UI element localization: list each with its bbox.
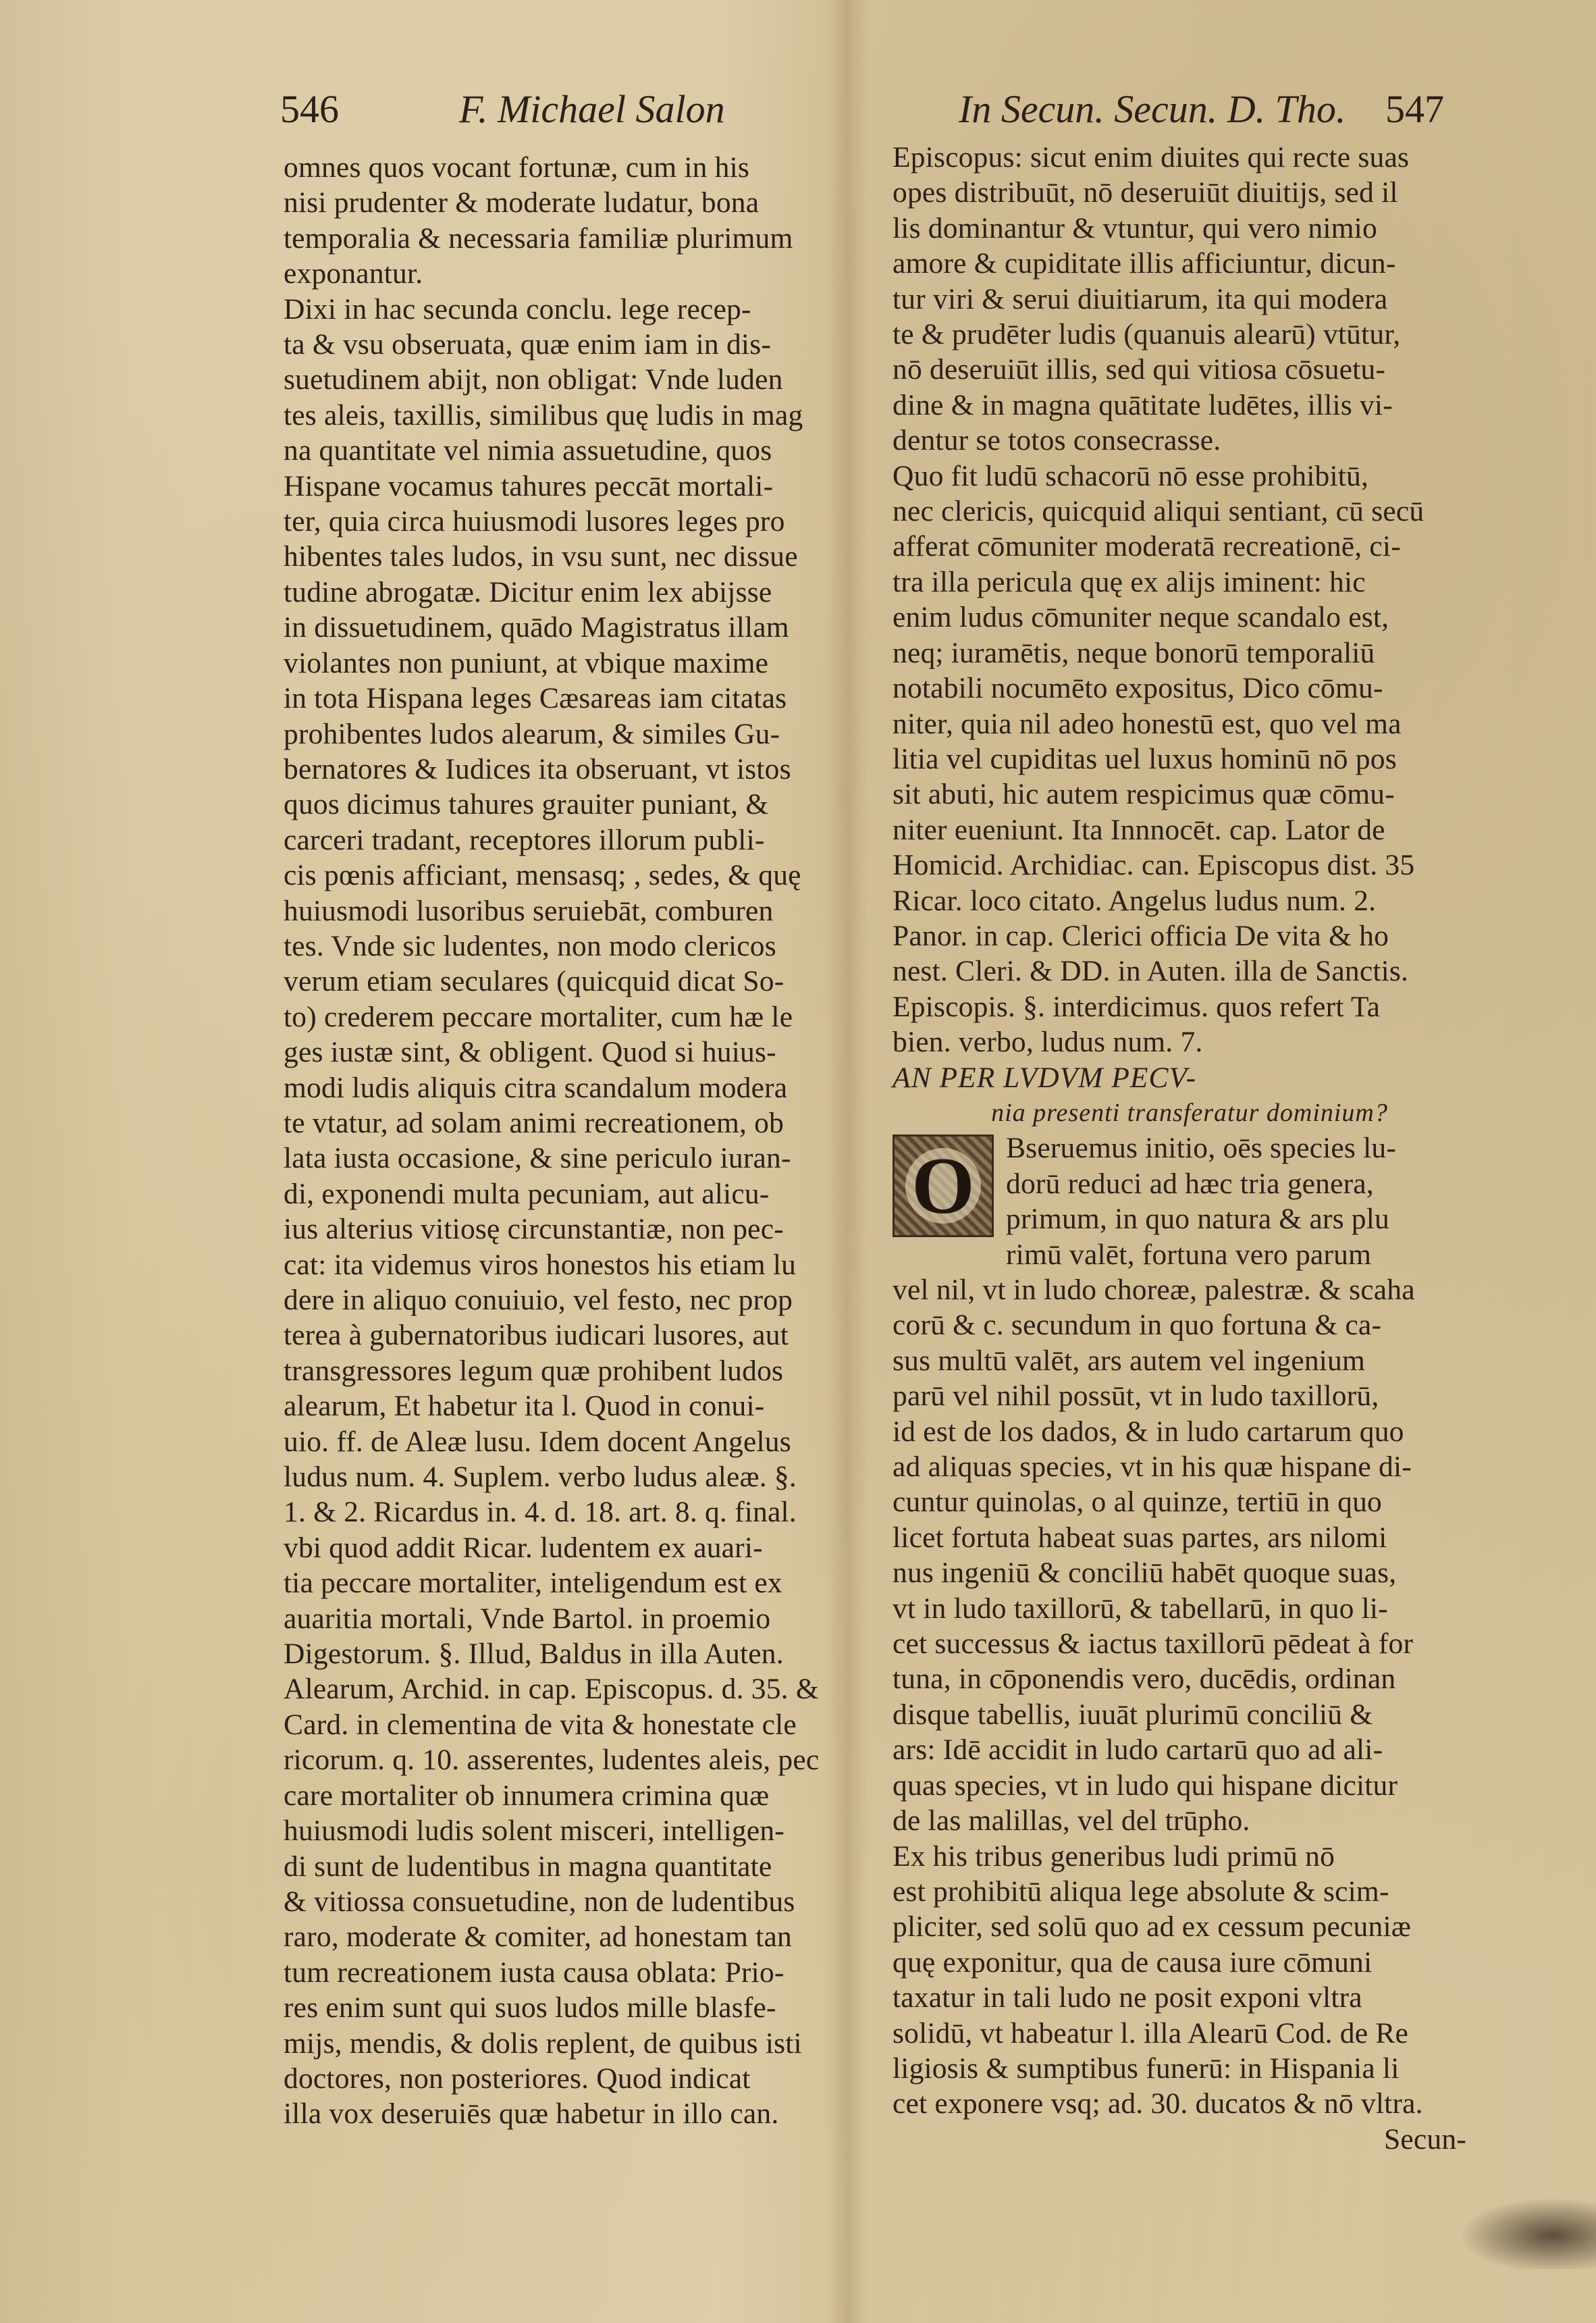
text-line: nus ingeniū & conciliū habēt quoque suas, — [893, 1557, 1397, 1590]
text-line: Digestorum. §. Illud, Baldus in illa Auten. — [284, 1638, 784, 1671]
text-line: ludus num. 4. Suplem. verbo ludus aleæ. §. — [284, 1461, 797, 1494]
text-line: opes distribuūt, nō deseruiūt diuitijs, sed il — [893, 176, 1398, 209]
text-line: solidū, vt habeatur l. illa Alearū Cod. de Re — [893, 2016, 1409, 2050]
text-line: tudine abrogatæ. Dicitur enim lex abijsse — [284, 575, 772, 608]
text-line: mijs, mendis, & dolis replent, de quibus isti — [284, 2027, 802, 2060]
text-line: prohibentes ludos alearum, & similes Gu- — [284, 717, 780, 750]
text-line: auaritia mortali, Vnde Bartol. in proemio — [284, 1602, 771, 1635]
text-line: Hispane vocamus tahures peccāt mortali- — [284, 469, 774, 502]
text-line: cat: ita videmus viros honestos his etiam lu — [284, 1248, 797, 1281]
text-line: care mortaliter ob innumera crimina quæ — [284, 1779, 770, 1812]
text-line: tra illa pericula quę ex alijs iminent: hic — [893, 565, 1366, 598]
text-line: omnes quos vocant fortunæ, cum in his — [284, 151, 750, 184]
text-line: to) crederem peccare mortaliter, cum hæ le — [284, 1000, 793, 1033]
text-line: vbi quod addit Ricar. ludentem ex auari- — [284, 1531, 763, 1564]
text-line: ad aliquas species, vt in his quæ hispane di- — [893, 1451, 1412, 1484]
text-line: in dissuetudinem, quādo Magistratus illam — [284, 611, 789, 644]
text-line: Bseruemus initio, oēs species lu- — [1006, 1132, 1397, 1165]
text-line: pliciter, sed solū quo ad ex cessum pecuniæ — [893, 1910, 1411, 1943]
text-line: Episcopis. §. interdicimus. quos refert Ta — [893, 990, 1381, 1023]
text-line: corū & c. secundum in quo fortuna & ca- — [893, 1309, 1382, 1342]
text-line: di sunt de ludentibus in magna quantitate — [284, 1850, 772, 1883]
text-line: ricorum. q. 10. asserentes, ludentes aleis, pec — [284, 1744, 820, 1777]
text-line: ius alterius vitiosę circunstantiæ, non pec- — [284, 1213, 784, 1246]
text-line: tum recreationem iusta causa oblata: Prio- — [284, 1956, 784, 1989]
text-line: niter eueniunt. Ita Innnocēt. cap. Lator de — [893, 813, 1385, 846]
left-text-column — [284, 150, 837, 2132]
text-line: bien. verbo, ludus num. 7. — [893, 1026, 1203, 1059]
right-text-column — [893, 140, 1487, 2157]
text-line: huiusmodi lusoribus seruiebāt, comburen — [284, 894, 774, 927]
text-line: violantes non puniunt, at vbique maxime — [284, 646, 769, 679]
text-line: cet exponere vsq; ad. 30. ducatos & nō vltra. — [893, 2087, 1423, 2120]
text-line: vt in ludo taxillorū, & tabellarū, in quo li- — [893, 1592, 1388, 1625]
text-line: tes aleis, taxillis, similibus quę ludis in mag — [284, 398, 803, 432]
text-line: ligiosis & sumptibus funerū: in Hispania li — [893, 2052, 1400, 2085]
text-line: huiusmodi ludis solent misceri, intelligen- — [284, 1815, 784, 1848]
text-line: ta & vsu obseruata, quæ enim iam in dis- — [284, 328, 772, 361]
text-line: est prohibitū aliqua lege absolute & scim- — [893, 1875, 1389, 1908]
text-line: bernatores & Iudices ita obseruant, vt istos — [284, 752, 791, 785]
text-line: nisi prudenter & moderate ludatur, bona — [284, 186, 760, 219]
text-line: tia peccare mortaliter, inteligendum est ex — [284, 1567, 782, 1600]
text-line: nest. Cleri. & DD. in Auten. illa de Sanctis. — [893, 955, 1409, 988]
text-line: sus multū valēt, ars autem vel ingenium — [893, 1344, 1366, 1377]
text-line: modi ludis aliquis citra scandalum modera — [284, 1071, 788, 1104]
text-line: ars: Idē accidit in ludo cartarū quo ad ali- — [893, 1733, 1383, 1767]
text-line: Alearum, Archid. in cap. Episcopus. d. 35. & — [284, 1673, 819, 1706]
drop-cap-paragraph — [893, 1130, 1487, 1272]
text-line: Quo fit ludū schacorū nō esse prohibitū, — [893, 459, 1369, 492]
text-line: quas species, vt in ludo qui hispane dicitur — [893, 1769, 1398, 1802]
text-line: enim ludus cōmuniter neque scandalo est, — [893, 601, 1389, 634]
text-line: dere in aliquo conuiuio, vel festo, nec prop — [284, 1284, 793, 1316]
text-line: na quantitate vel nimia assuetudine, quos — [284, 434, 772, 467]
text-line: taxatur in tali ludo ne posit exponi vltra — [893, 1981, 1362, 2014]
text-line: licet fortuta habeat suas partes, ars nilomi — [893, 1521, 1387, 1554]
text-line: res enim sunt qui suos ludos mille blasfe- — [284, 1991, 776, 2025]
text-line: temporalia & necessaria familiæ plurimum — [284, 221, 793, 255]
text-line: cuntur quinolas, o al quinze, tertiū in quo — [893, 1486, 1382, 1519]
text-line: Ex his tribus generibus ludi primū nō — [893, 1839, 1335, 1873]
text-line: illa vox deseruiēs quæ habetur in illo can. — [284, 2097, 779, 2131]
text-line: dentur se totos consecrasse. — [893, 424, 1221, 457]
text-line: dine & in magna quātitate ludētes, illis vi- — [893, 388, 1393, 421]
text-line: te vtatur, ad solam animi recreationem, ob — [284, 1106, 784, 1139]
drop-cap-letter: O — [905, 1148, 981, 1224]
text-line: Dixi in hac secunda conclu. lege recep- — [284, 292, 751, 325]
text-line: exponantur. — [284, 257, 423, 290]
text-line: alearum, Et habetur ita l. Quod in conui- — [284, 1390, 765, 1423]
text-line: raro, moderate & comiter, ad honestam tan — [284, 1921, 792, 1954]
right-page-number: 547 — [1385, 87, 1444, 131]
text-line: carceri tradant, receptores illorum publi- — [284, 823, 765, 856]
text-line: Card. in clementina de vita & honestate cle — [284, 1708, 797, 1741]
section-heading-line-2: nia presenti transferatur dominium? — [991, 1098, 1388, 1127]
text-line: te & prudēter ludis (quanuis alearū) vtūtur, — [893, 318, 1401, 351]
text-line: terea à gubernatoribus iudicari lusores, aut — [284, 1319, 789, 1352]
text-line: niter, quia nil adeo honestū est, quo vel ma — [893, 707, 1402, 740]
text-line: uio. ff. de Aleæ lusu. Idem docent Angelus — [284, 1425, 791, 1458]
text-line: amore & cupiditate illis afficiuntur, dicun- — [893, 247, 1396, 280]
text-line: Panor. in cap. Clerici officia De vita & ho — [893, 919, 1389, 952]
text-line: id est de los dados, & in ludo cartarum quo — [893, 1415, 1404, 1448]
text-line: quos dicimus tahures grauiter puniant, & — [284, 788, 769, 821]
text-line: Episcopus: sicut enim diuites qui recte suas — [893, 141, 1410, 174]
text-line: lata iusta occasione, & sine periculo iuran- — [284, 1142, 791, 1175]
text-line: & vitiossa consuetudine, non de ludentibus — [284, 1885, 795, 1918]
text-line: cis pœnis afficiant, mensasq; , sedes, & quę — [284, 859, 801, 892]
text-line: ter, quia circa huiusmodi lusores leges pro — [284, 505, 785, 538]
text-line: nec clericis, quicquid aliqui sentiant, cū secū — [893, 495, 1425, 528]
text-line: in tota Hispana leges Cæsareas iam citatas — [284, 682, 787, 715]
right-column-bottom-paragraphs — [893, 1272, 1487, 2122]
ornamental-initial — [893, 1134, 994, 1237]
text-line: vel nil, vt in ludo choreæ, palestræ. & scaha — [893, 1274, 1415, 1306]
text-line: hibentes tales ludos, in vsu sunt, nec dissue — [284, 540, 798, 573]
page-corner-smudge — [1452, 2195, 1596, 2269]
text-line: disque tabellis, iuuāt plurimū conciliū & — [893, 1698, 1373, 1731]
text-line: tuna, in cōponendis vero, ducēdis, ordinan — [893, 1663, 1396, 1696]
text-line: primum, in quo natura & ars plu — [1006, 1203, 1389, 1236]
text-line: litia vel cupiditas uel luxus hominū nō pos — [893, 742, 1397, 775]
text-line: dorū reduci ad hæc tria genera, — [1006, 1167, 1374, 1200]
text-line: doctores, non posteriores. Quod indicat — [284, 2062, 751, 2095]
text-line: Homicid. Archidiac. can. Episcopus dist. 35 — [893, 849, 1415, 882]
catchword: Secun- — [1384, 2122, 1466, 2156]
text-line: notabili nocumēto expositus, Dico cōmu- — [893, 672, 1383, 705]
section-heading-line-1: AN PER LVDVM PECV- — [893, 1061, 1197, 1094]
text-line: tur viri & serui diuitiarum, ita qui modera — [893, 282, 1388, 315]
text-line: lis dominantur & vtuntur, qui vero nimio — [893, 211, 1377, 244]
right-column-top-paragraphs — [893, 140, 1487, 1060]
text-line: 1. & 2. Ricardus in. 4. d. 18. art. 8. q. final. — [284, 1496, 797, 1529]
left-running-title: F. Michael Salon — [459, 87, 725, 131]
text-line: parū vel nihil possūt, vt in ludo taxillorū, — [893, 1380, 1379, 1413]
text-line: quę exponitur, qua de causa iure cōmuni — [893, 1946, 1373, 1979]
text-line: Ricar. loco citato. Angelus ludus num. 2. — [893, 884, 1377, 917]
text-line: verum etiam seculares (quicquid dicat So- — [284, 965, 784, 998]
text-line: tes. Vnde sic ludentes, non modo clericos — [284, 929, 776, 962]
text-line: ges iustæ sint, & obligent. Quod si huius- — [284, 1036, 776, 1069]
text-line: rimū valēt, fortuna vero parum — [1006, 1238, 1372, 1271]
text-line: nō deseruiūt illis, sed qui vitiosa cōsuetu- — [893, 353, 1386, 386]
text-line: de las malillas, vel del trūpho. — [893, 1804, 1250, 1837]
text-line: di, exponendi multa pecuniam, aut alicu- — [284, 1177, 770, 1210]
right-running-title: In Secun. Secun. D. Tho. — [959, 87, 1346, 131]
text-line: afferat cōmuniter moderatā recreationē, ci- — [893, 530, 1401, 563]
text-line: sit abuti, hic autem respicimus quæ cōmu- — [893, 778, 1395, 811]
left-page-number: 546 — [280, 87, 339, 131]
text-line: suetudinem abijt, non obligat: Vnde luden — [284, 363, 783, 396]
text-line: cet successus & iactus taxillorū pēdeat à for — [893, 1627, 1414, 1661]
text-line: transgressores legum quæ prohibent ludos — [284, 1354, 784, 1387]
text-line: neq; iuramētis, neque bonorū temporaliū — [893, 636, 1375, 669]
